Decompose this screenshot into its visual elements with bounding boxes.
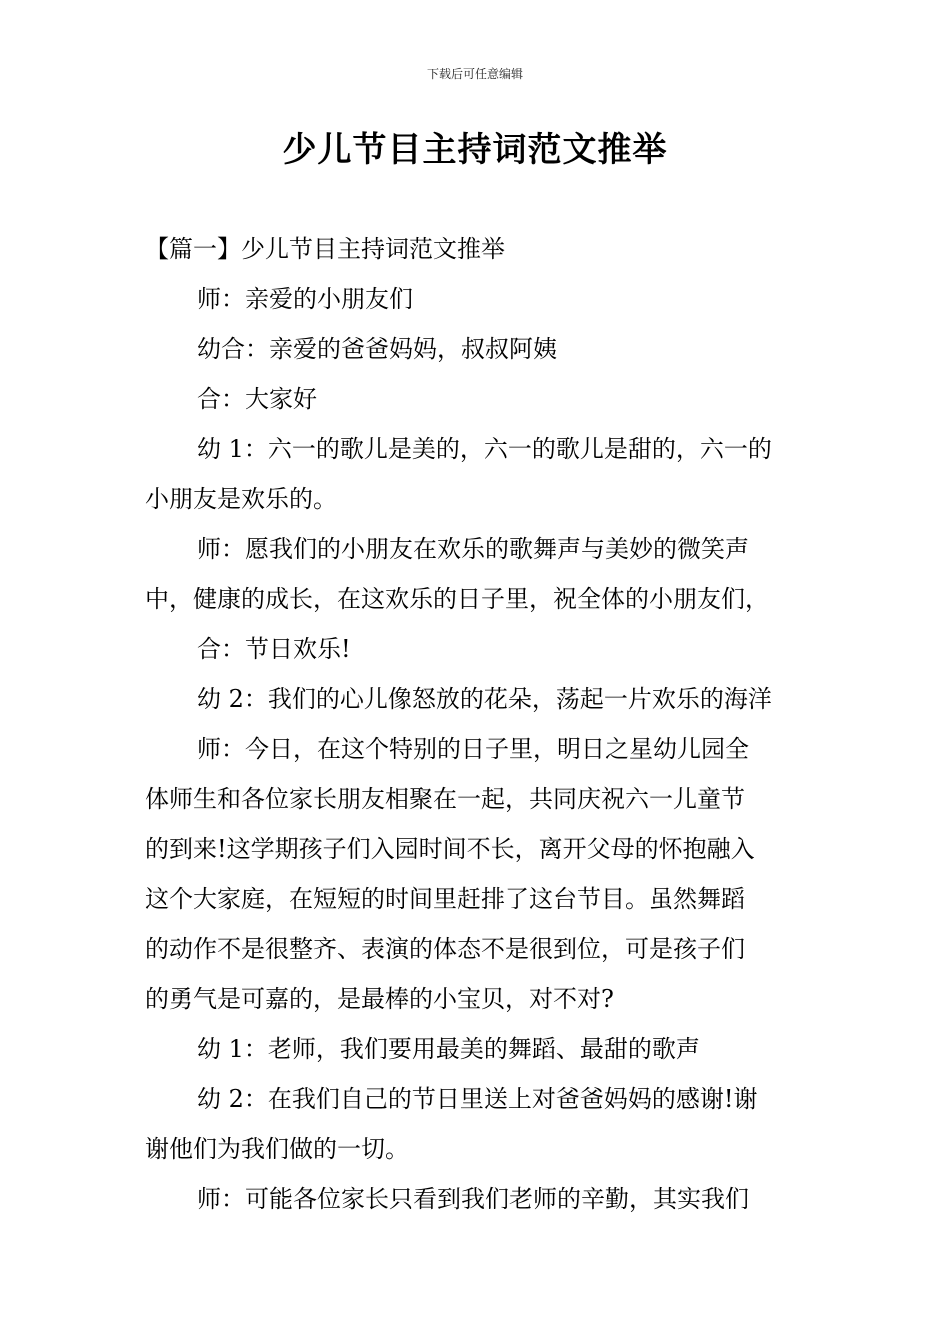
paragraph-line: 幼 2：在我们自己的节日里送上对爸爸妈妈的感谢!谢 [197, 1085, 758, 1113]
paragraph-line: 幼 2：我们的心儿像怒放的花朵，荡起一片欢乐的海洋 [197, 685, 772, 713]
paragraph-line: 合：节日欢乐! [197, 635, 351, 663]
paragraph-line: 师：今日，在这个特别的日子里，明日之星幼儿园全 [197, 735, 749, 763]
paragraph-line: 体师生和各位家长朋友相聚在一起，共同庆祝六一儿童节 [145, 785, 745, 813]
paragraph-line: 师：可能各位家长只看到我们老师的辛勤，其实我们 [197, 1185, 749, 1213]
section-heading: 【篇一】少儿节目主持词范文推举 [145, 235, 505, 263]
document-body [145, 224, 807, 1224]
paragraph-line: 谢他们为我们做的一切。 [145, 1135, 409, 1163]
paragraph-line: 的勇气是可嘉的，是最棒的小宝贝，对不对? [145, 985, 614, 1013]
header-note: 下载后可任意编辑 [426, 67, 523, 81]
paragraph-line: 小朋友是欢乐的。 [145, 485, 337, 513]
paragraph-line: 这个大家庭，在短短的时间里赶排了这台节目。虽然舞蹈 [145, 885, 745, 913]
paragraph-line: 幼 1：六一的歌儿是美的，六一的歌儿是甜的，六一的 [197, 435, 772, 463]
paragraph-line: 师：愿我们的小朋友在欢乐的歌舞声与美妙的微笑声 [197, 535, 749, 563]
document-title: 少儿节目主持词范文推举 [282, 130, 668, 170]
paragraph-line: 中，健康的成长，在这欢乐的日子里，祝全体的小朋友们， [145, 585, 769, 613]
paragraph-line: 幼 1：老师，我们要用最美的舞蹈、最甜的歌声 [197, 1035, 700, 1063]
paragraph-line: 师：亲爱的小朋友们 [197, 285, 413, 313]
paragraph-line: 的动作不是很整齐、表演的体态不是很到位，可是孩子们 [145, 935, 745, 963]
paragraph-line: 的到来!这学期孩子们入园时间不长，离开父母的怀抱融入 [145, 835, 755, 863]
paragraph-line: 幼合：亲爱的爸爸妈妈，叔叔阿姨 [197, 335, 557, 363]
paragraph-line: 合：大家好 [197, 385, 317, 413]
